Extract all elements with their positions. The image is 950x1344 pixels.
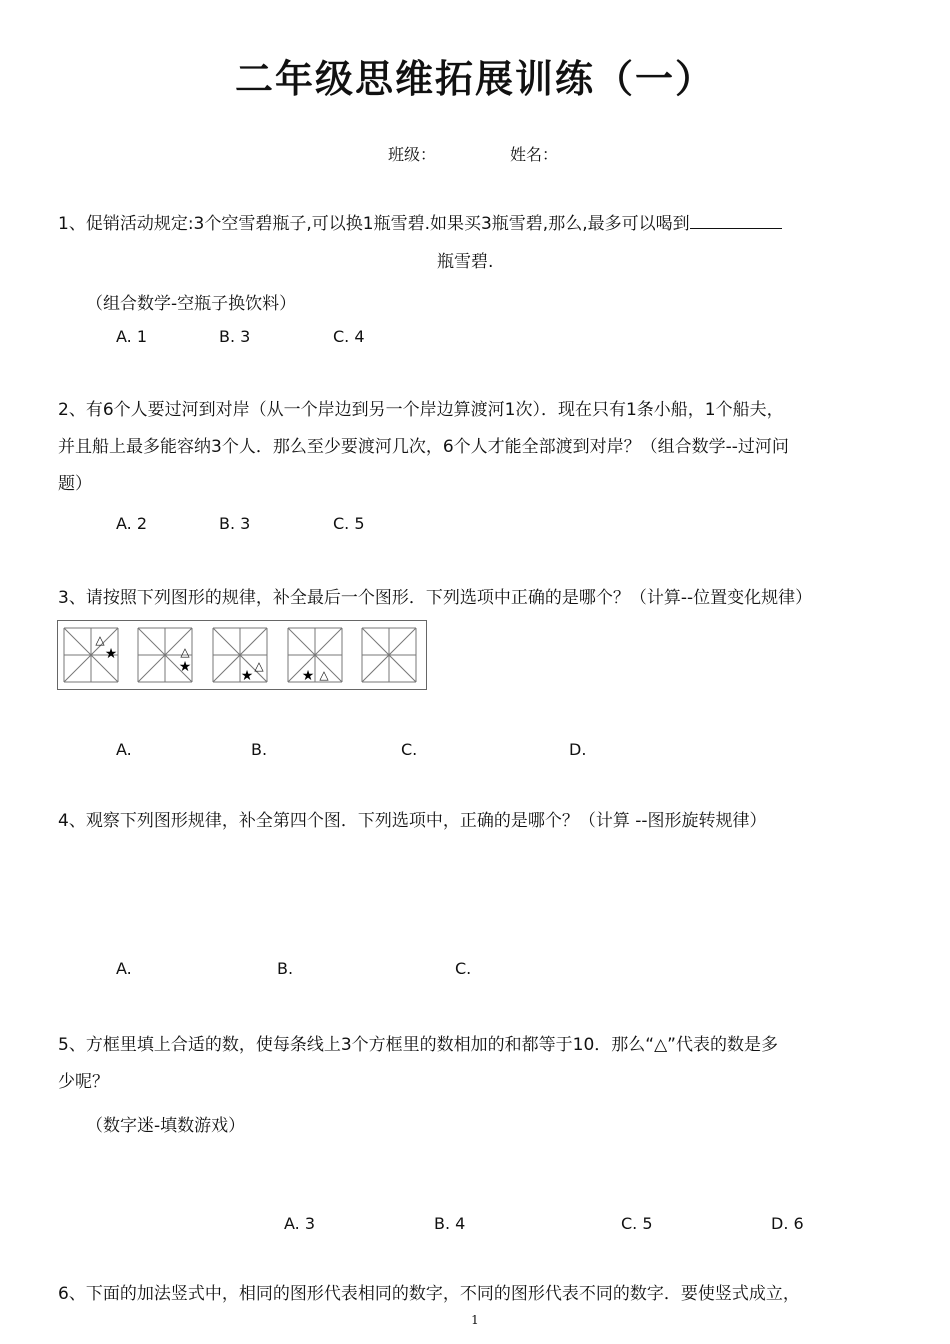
question-6-line-1: 6、下面的加法竖式中，相同的图形代表相同的数字，不同的图形代表不同的数字．要使竖式成立，	[58, 1284, 800, 1304]
pattern-cell	[362, 628, 416, 682]
question-5-note: （数字迷-填数游戏）	[86, 1116, 246, 1136]
question-3-option-b: B.	[251, 740, 268, 759]
question-4-option-c: C.	[455, 959, 472, 978]
question-4-option-b: B.	[277, 959, 294, 978]
question-2-option-b: B. 3	[219, 514, 251, 533]
question-3-option-d: D.	[569, 740, 587, 759]
question-1-note: （组合数学-空瓶子换饮料）	[86, 294, 297, 314]
star-icon: ★	[104, 646, 118, 662]
question-5-option-d: D. 6	[771, 1214, 804, 1233]
star-icon: ★	[240, 668, 254, 684]
question-5-option-c: C. 5	[621, 1214, 653, 1233]
triangle-icon: △	[319, 668, 329, 682]
question-1-line-1	[58, 206, 782, 243]
question-3-line-1: 3、请按照下列图形的规律，补全最后一个图形．下列选项中正确的是哪个？（计算--位置变化规律）	[58, 588, 813, 608]
pattern-figure-svg	[58, 621, 426, 689]
question-4-option-a: A.	[116, 959, 132, 978]
pattern-cell	[288, 628, 342, 682]
question-2-line-2: 并且船上最多能容纳3个人．那么至少要渡河几次，6个人才能全部渡到对岸？（组合数学--过河问	[58, 437, 789, 457]
pattern-figure	[57, 620, 427, 690]
triangle-icon: △	[95, 633, 105, 647]
star-icon: ★	[301, 668, 315, 684]
question-5-line-1: 5、方框里填上合适的数，使每条线上3个方框里的数相加的和都等于10．那么“△”代表的数是多	[58, 1035, 778, 1055]
question-5-option-a: A. 3	[284, 1214, 316, 1233]
triangle-icon: △	[254, 659, 264, 673]
question-2-option-c: C. 5	[333, 514, 365, 533]
question-1-option-b: B. 3	[219, 327, 251, 346]
class-label: 班级：	[388, 145, 437, 164]
question-1-option-c: C. 4	[333, 327, 365, 346]
name-label: 姓名：	[510, 145, 559, 164]
triangle-icon: △	[180, 645, 190, 659]
question-4-line-1: 4、观察下列图形规律，补全第四个图．下列选项中，正确的是哪个？（计算 --图形旋转规律）	[58, 811, 767, 831]
answer-blank	[690, 214, 782, 229]
question-3-option-a: A.	[116, 740, 132, 759]
page-title: 二年级思维拓展训练（一）	[234, 57, 715, 101]
question-3-option-c: C.	[401, 740, 418, 759]
question-5-line-2: 少呢？	[58, 1072, 109, 1092]
question-1-text: 1、促销活动规定:3个空雪碧瓶子,可以换1瓶雪碧.如果买3瓶雪碧,那么,最多可以喝到	[58, 214, 690, 234]
question-1-option-a: A. 1	[116, 327, 148, 346]
question-5-option-b: B. 4	[434, 1214, 466, 1233]
page-number: 1	[471, 1313, 479, 1327]
question-2-option-a: A. 2	[116, 514, 148, 533]
question-2-line-1: 2、有6个人要过河到对岸（从一个岸边到另一个岸边算渡河1次）．现在只有1条小船，1个船夫，	[58, 400, 784, 420]
question-2-line-3: 题）	[58, 474, 92, 494]
star-icon: ★	[178, 659, 192, 675]
question-1-line-2: 瓶雪碧.	[437, 252, 494, 272]
